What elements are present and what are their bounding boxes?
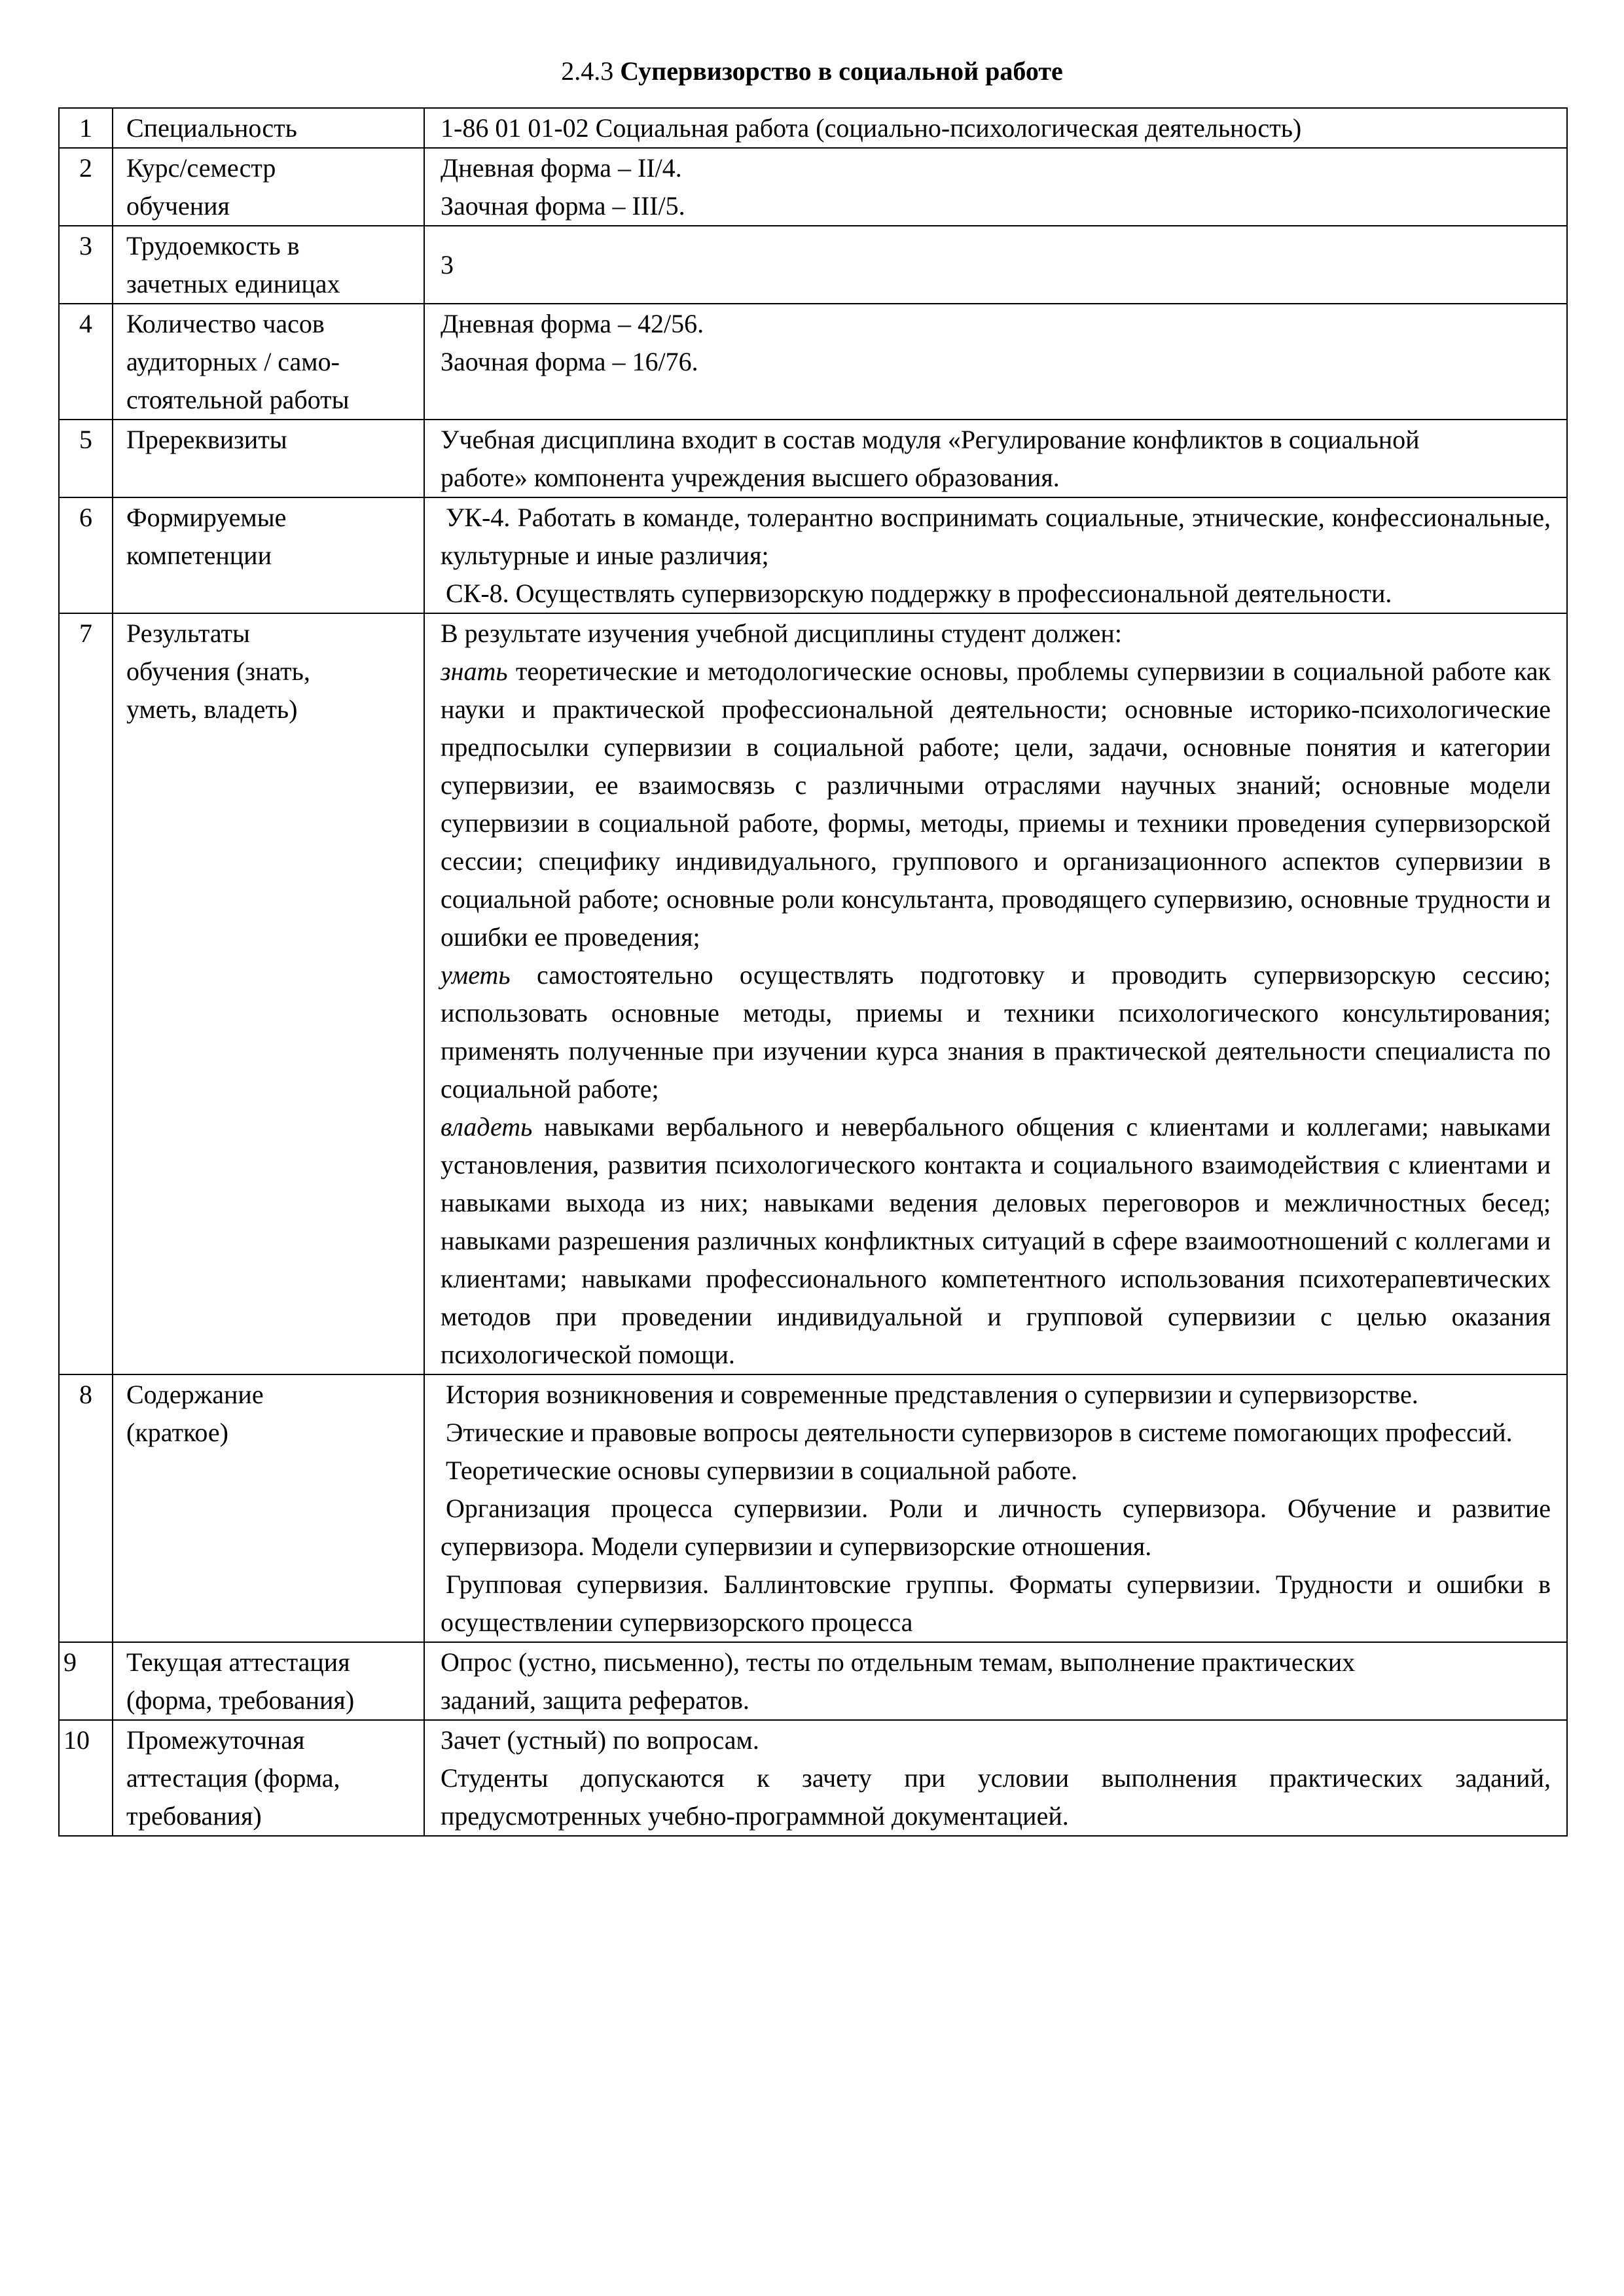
row-label: Курс/семестр обучения xyxy=(113,148,424,226)
row-number: 1 xyxy=(59,108,113,148)
table-row xyxy=(59,148,1567,226)
row-value xyxy=(424,497,1567,613)
row-value xyxy=(424,1720,1567,1836)
row-value xyxy=(424,148,1567,226)
course-info-table xyxy=(58,107,1568,1837)
table-row xyxy=(59,497,1567,613)
value-line: Зачет (устный) по вопросам. xyxy=(441,1725,759,1755)
row-number: 2 xyxy=(59,148,113,226)
results-intro: В результате изучения учебной дисциплины студент должен: xyxy=(441,619,1122,648)
row-label: Содержание (краткое) xyxy=(113,1374,424,1642)
table-row xyxy=(59,108,1567,148)
can-text: самостоятельно осуществлять подготовку и проводить супервизорскую сессию; использовать основные методы, приемы и техники психологического консультирования; применять полученные при изучении курса знания в практической деятельности специалиста по социальной работе; xyxy=(441,960,1551,1103)
know-text: теоретические и методологические основы, проблемы супервизии в социальной работе как науки и практической профессиональной деятельности; основные историко-психологические предпосылки супервизии в социальной работе; цели, задачи, основные понятия и категории супервизии, ее взаимосвязь с различными отраслями научных знаний; основные модели супервизии в социальной работе, формы, методы, приемы и техники проведения супервизорской сессии; специфику индивидуального, группового и организационного аспектов супервизии в социальной работе; основные роли консультанта, проводящего супервизию, основные трудности и ошибки ее проведения; xyxy=(441,656,1551,952)
table-row xyxy=(59,226,1567,304)
row-label: Количество часов аудиторных / само-стоятельной работы xyxy=(113,304,424,420)
results-can xyxy=(441,956,1551,1108)
row-value xyxy=(424,304,1567,420)
row-label: Формируемые компетенции xyxy=(113,497,424,613)
can-label: уметь xyxy=(441,960,511,990)
content-topic: Групповая супервизия. Баллинтовские группы. Форматы супервизии. Трудности и ошибки в осуществлении супервизорского процесса xyxy=(441,1570,1551,1637)
row-value: Опрос (устно, письменно), тесты по отдельным темам, выполнение практических заданий, защита рефератов. xyxy=(424,1642,1567,1720)
value-line: Заочная форма – III/5. xyxy=(441,191,685,221)
table-row xyxy=(59,420,1567,497)
row-number: 10 xyxy=(59,1720,113,1836)
table-row xyxy=(59,613,1567,1374)
value-line: Дневная форма – II/4. xyxy=(441,153,682,183)
row-value: 1-86 01 01-02 Социальная работа (социально-психологическая деятельность) xyxy=(424,108,1567,148)
row-label: Пререквизиты xyxy=(113,420,424,497)
row-label: Специальность xyxy=(113,108,424,148)
row-label: Текущая аттестация (форма, требования) xyxy=(113,1642,424,1720)
section-heading: Супервизорство в социальной работе xyxy=(620,56,1063,86)
know-label: знать xyxy=(441,656,508,686)
row-number: 3 xyxy=(59,226,113,304)
section-number: 2.4.3 xyxy=(561,56,614,86)
row-number: 7 xyxy=(59,613,113,1374)
section-title xyxy=(0,55,1624,88)
value-line: СК-8. Осуществлять супервизорскую поддержку в профессиональной деятельности. xyxy=(446,579,1392,608)
row-value xyxy=(424,1374,1567,1642)
results-own xyxy=(441,1108,1551,1374)
row-label: Трудоемкость в зачетных единицах xyxy=(113,226,424,304)
value-line: Студенты допускаются к зачету при условии выполнения практических заданий, предусмотренных учебно-программной документацией. xyxy=(441,1763,1551,1831)
table-row xyxy=(59,304,1567,420)
row-value: 3 xyxy=(424,226,1567,304)
row-number: 6 xyxy=(59,497,113,613)
content-topic: Теоретические основы супервизии в социальной работе. xyxy=(446,1456,1078,1485)
table-row xyxy=(59,1642,1567,1720)
results-know xyxy=(441,653,1551,956)
own-label: владеть xyxy=(441,1112,533,1141)
content-topic: История возникновения и современные представления о супервизии и супервизорстве. xyxy=(446,1380,1418,1409)
content-topic: Организация процесса супервизии. Роли и личность супервизора. Обучение и развитие супервизора. Модели супервизии и супервизорские отношения. xyxy=(441,1494,1551,1561)
value-line: Дневная форма – 42/56. xyxy=(441,309,704,338)
row-number: 4 xyxy=(59,304,113,420)
row-value xyxy=(424,613,1567,1374)
table-row xyxy=(59,1374,1567,1642)
own-text: навыками вербального и невербального общения с клиентами и коллегами; навыками установления, развития психологического контакта и социального взаимодействия с клиентами и навыками выхода из них; навыками ведения деловых переговоров и межличностных бесед; навыками разрешения различных конфликтных ситуаций в сфере взаимоотношений с коллегами и клиентами; навыками профессионального компетентного использования психотерапевтических методов при проведении индивидуальной и групповой супервизии с целью оказания психологической помощи. xyxy=(441,1112,1551,1369)
row-label: Промежуточная аттестация (форма, требования) xyxy=(113,1720,424,1836)
row-value: Учебная дисциплина входит в состав модуля «Регулирование конфликтов в социальной работе» компонента учреждения высшего образования. xyxy=(424,420,1567,497)
row-label: Результаты обучения (знать, уметь, владеть) xyxy=(113,613,424,1374)
table-row xyxy=(59,1720,1567,1836)
row-number: 5 xyxy=(59,420,113,497)
value-line: Заочная форма – 16/76. xyxy=(441,347,698,376)
row-number: 9 xyxy=(59,1642,113,1720)
value-line: УК-4. Работать в команде, толерантно воспринимать социальные, этнические, конфессиональные, культурные и иные различия; xyxy=(441,503,1551,570)
row-number: 8 xyxy=(59,1374,113,1642)
content-topic: Этические и правовые вопросы деятельности супервизоров в системе помогающих профессий. xyxy=(446,1418,1513,1447)
